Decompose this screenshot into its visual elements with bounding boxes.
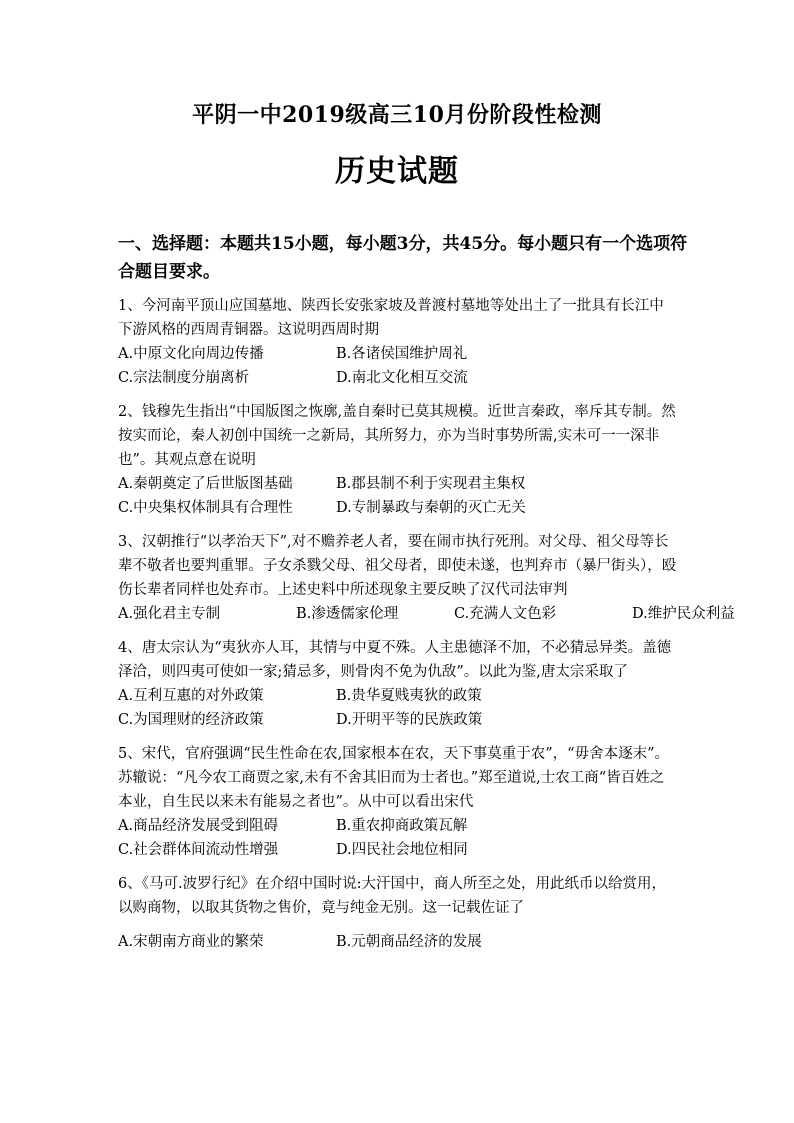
question-list (118, 294, 735, 964)
question-stem: 2、钱穆先生指出“中国版图之恢廓,盖自秦时已莫其规模。近世言秦政，率斥其专制。然按实而论，秦人初创中国统一之新局，其所努力，亦为当时事势所需,实未可一一深非也”。其观点意在说明 (118, 404, 676, 468)
option-b: B.元朝商品经济的发展 (336, 934, 482, 950)
option-c: C.社会群体间流动性增强 (118, 842, 279, 858)
option-a: A.秦朝奠定了后世版图基础 (118, 476, 293, 492)
option-a: A.强化君主专制 (118, 606, 221, 622)
option-c: C.中央集权体制具有合理性 (118, 500, 293, 516)
option-d: D.开明平等的民族政策 (336, 712, 483, 728)
option-b: B.重农抑商政策瓦解 (336, 818, 468, 834)
section-heading: 一、选择题：本题共15小题，每小题3分，共45分。每小题只有一个选项符合题目要求。 (118, 234, 688, 282)
options (118, 342, 678, 390)
question-6 (118, 872, 678, 954)
options (118, 472, 678, 520)
question-stem: 5、宋代，官府强调“民生性命在农,国家根本在农，天下事莫重于农”，“毋舍本逐末”。苏辙说：“凡今农工商贾之家,未有不舍其旧而为士者也。”郑至道说,士农工商“皆百姓之本业，自生民以来未有能易之者也”。从中可以看出宋代 (118, 746, 669, 810)
question-5 (118, 742, 678, 862)
option-b: B.郡县制不利于实现君主集权 (336, 476, 526, 492)
options (118, 602, 735, 626)
option-d: D.南北文化相互交流 (336, 370, 468, 386)
option-a: A.商品经济发展受到阻碍 (118, 818, 279, 834)
question-2 (118, 400, 678, 520)
option-c: C.充满人文色彩 (454, 606, 557, 622)
option-a: A.中原文化向周边传播 (118, 346, 264, 362)
option-d: D.维护民众利益 (632, 606, 735, 622)
question-stem: 4、唐太宗认为“夷狄亦人耳，其情与中夏不殊。人主患德泽不加，不必猜忌异类。盖德泽洽，则四夷可使如一家;猜忌多，则骨肉不免为仇敌”。以此为鉴,唐太宗采取了 (118, 640, 672, 680)
option-c: C.为国理财的经济政策 (118, 712, 264, 728)
option-a: A.互利互惠的对外政策 (118, 688, 264, 704)
options (118, 930, 678, 954)
option-d: D.四民社会地位相同 (336, 842, 468, 858)
subject-title: 历史试题 (335, 154, 459, 189)
exam-title: 平阴一中2019级高三10月份阶段性检测 (192, 102, 602, 128)
option-b: B.贵华夏贱夷狄的政策 (336, 688, 482, 704)
question-stem: 6、《马可.波罗行纪》在介绍中国时说:大汗国中，商人所至之处，用此纸币以给赏用，以购商物，以取其货物之售价，竟与纯金无别。这一记载佐证了 (118, 876, 666, 916)
option-c: C.宗法制度分崩离析 (118, 370, 250, 386)
option-a: A.宋朝南方商业的繁荣 (118, 934, 264, 950)
question-3 (118, 530, 735, 626)
question-1 (118, 294, 678, 390)
option-d: D.专制暴政与秦朝的灭亡无关 (336, 500, 526, 516)
option-b: B.各诸侯国维护周礼 (336, 346, 468, 362)
question-stem: 1、今河南平顶山应国墓地、陕西长安张家坡及普渡村墓地等处出土了一批具有长江中下游风格的西周青铜器。这说明西周时期 (118, 298, 664, 338)
option-b: B.渗透儒家伦理 (296, 606, 399, 622)
question-stem: 3、汉朝推行“以孝治天下”,对不赡养老人者，要在闹市执行死刑。对父母、祖父母等长辈不敬者也要判重罪。子女杀戮父母、祖父母者，即使未遂，也判弃市（暴尸街头），殴伤长辈者同样也处弃市。上述史料中所述现象主要反映了汉代司法审判 (118, 534, 677, 598)
options (118, 814, 678, 862)
question-4 (118, 636, 678, 732)
options (118, 684, 678, 732)
